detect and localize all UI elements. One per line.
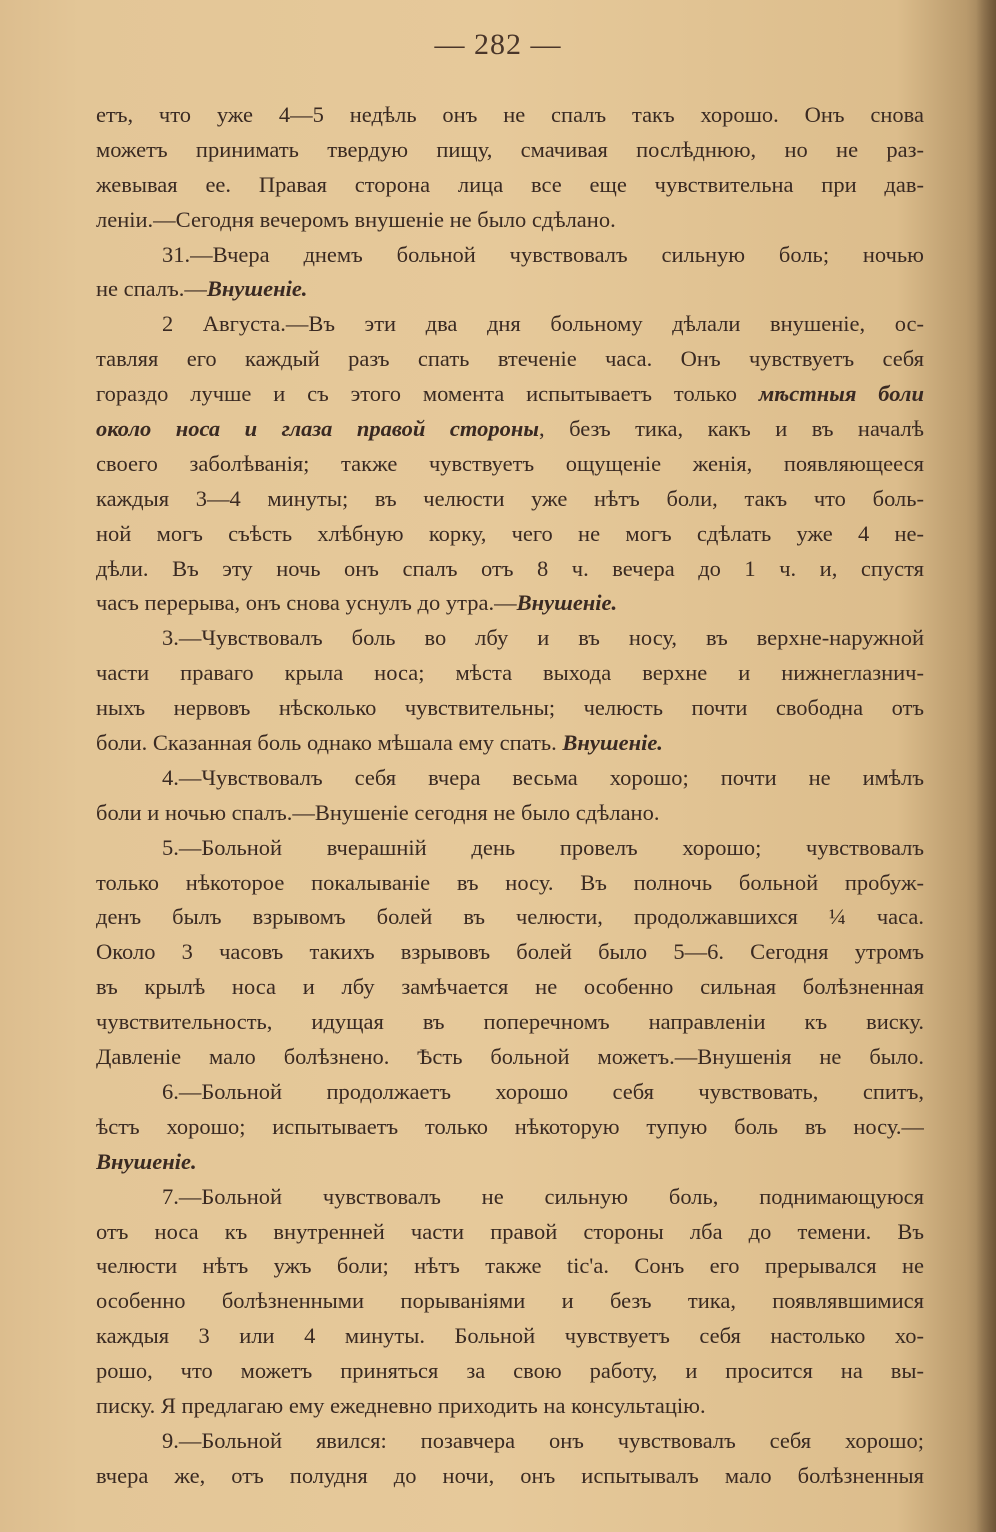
plain-text: леніи.—Сегодня вечеромъ внушеніе не было сдѣлано. <box>96 206 616 232</box>
plain-text: 7.—Больной чувствовалъ не сильную боль, поднимающуюся <box>162 1183 924 1209</box>
plain-text: етъ, что уже 4—5 недѣль онъ не спалъ такъ хорошо. Онъ снова <box>96 102 924 127</box>
plain-text: денъ былъ взрывомъ болей въ челюсти, продолжавшихся ¼ часа. <box>96 904 924 930</box>
text-line <box>96 1284 924 1319</box>
text-line <box>96 412 924 447</box>
text-line <box>96 552 924 587</box>
text-line <box>96 238 924 273</box>
text-line <box>96 726 924 761</box>
plain-text: своего заболѣванія; также чувствуетъ ощущеніе женія, появляющееся <box>96 450 924 476</box>
text-line <box>96 761 924 796</box>
italic-text: Внушеніе. <box>516 590 618 616</box>
text-line <box>96 1040 924 1075</box>
plain-text: жевывая ее. Правая сторона лица все еще чувствительна при дав- <box>96 171 924 197</box>
text-line <box>96 1319 924 1354</box>
plain-text: каждыя 3—4 минуты; въ челюсти уже нѣтъ боли, такъ что боль- <box>96 485 924 511</box>
text-line <box>96 656 924 691</box>
plain-text: писку. Я предлагаю ему ежедневно приходить на консультацію. <box>96 1392 706 1418</box>
plain-text: ныхъ нервовъ нѣсколько чувствительны; челюсть почти свободна отъ <box>96 695 924 721</box>
plain-text: 3.—Чувствовалъ боль во лбу и въ носу, въ верхне-наружной <box>162 625 924 651</box>
plain-text: Около 3 часовъ такихъ взрывовъ болей было 5—6. Сегодня утромъ <box>96 939 924 965</box>
text-line <box>96 1215 924 1250</box>
plain-text: боли и ночью спалъ.—Внушеніе сегодня не было сдѣлано. <box>96 799 660 825</box>
plain-text: части праваго крыла носа; мѣста выхода верхне и нижнеглазнич- <box>96 660 924 686</box>
text-line <box>96 1005 924 1040</box>
text-line <box>96 1389 924 1424</box>
text-line <box>96 1354 924 1389</box>
text-line <box>96 866 924 901</box>
text-line <box>96 272 924 307</box>
plain-text: въ крылѣ носа и лбу замѣчается не особенно сильная болѣзненная <box>96 974 924 1000</box>
plain-text: можетъ принимать твердую пищу, смачивая послѣднюю, но не раз- <box>96 136 924 162</box>
plain-text: часъ перерыва, онъ снова уснулъ до утра.— <box>96 590 517 616</box>
text-line <box>96 796 924 831</box>
plain-text: челюсти нѣтъ ужъ боли; нѣтъ также tic'а. Сонъ его прерывался не <box>96 1253 924 1279</box>
italic-text: Внушеніе. <box>96 1148 197 1174</box>
plain-text: чувствительность, идущая въ поперечномъ направленіи къ виску. <box>96 1009 924 1035</box>
page-edge-shadow <box>976 0 996 1532</box>
text-line <box>96 1180 924 1215</box>
text-line <box>96 586 924 621</box>
plain-text: 2 Августа.—Въ эти два дня больному дѣлали внушеніе, ос- <box>162 311 924 337</box>
plain-text: 9.—Больной явился: позавчера онъ чувствовалъ себя хорошо; <box>162 1427 924 1453</box>
text-line <box>96 447 924 482</box>
italic-text: мѣстныя боли <box>758 381 924 407</box>
text-line <box>96 342 924 377</box>
plain-text: не спалъ.— <box>96 276 207 302</box>
text-line <box>96 1459 924 1494</box>
text-line <box>96 1424 924 1459</box>
plain-text: боли. Сказанная боль однако мѣшала ему спать. <box>96 730 563 756</box>
text-line <box>96 1075 924 1110</box>
text-line <box>96 517 924 552</box>
plain-text: каждыя 3 или 4 минуты. Больной чувствуетъ себя настолько хо- <box>96 1323 924 1349</box>
plain-text: 31.—Вчера днемъ больной чувствовалъ сильную боль; ночью <box>162 241 924 267</box>
plain-text: Давленіе мало болѣзнено. Ѣсть больной можетъ.—Внушенія не было. <box>96 1044 924 1070</box>
text-line <box>96 691 924 726</box>
plain-text: 6.—Больной продолжаетъ хорошо себя чувствовать, спитъ, <box>162 1078 924 1104</box>
text-line <box>96 900 924 935</box>
text-line <box>96 970 924 1005</box>
text-line <box>96 831 924 866</box>
plain-text: рошо, что можетъ приняться за свою работу, и просится на вы- <box>96 1358 924 1384</box>
plain-text: тавляя его каждый разъ спать втеченіе часа. Онъ чувствуетъ себя <box>96 346 924 372</box>
plain-text: отъ носа къ внутренней части правой стороны лба до темени. Въ <box>96 1218 924 1244</box>
text-line <box>96 98 924 133</box>
text-line <box>96 935 924 970</box>
text-line <box>96 203 924 238</box>
body-text <box>96 98 924 1494</box>
plain-text: 4.—Чувствовалъ себя вчера весьма хорошо; почти не имѣлъ <box>162 764 924 790</box>
text-line <box>96 133 924 168</box>
plain-text: вчера же, отъ полудня до ночи, онъ испытывалъ мало болѣзненныя <box>96 1462 924 1488</box>
text-line <box>96 621 924 656</box>
plain-text: гораздо лучше и съ этого момента испытываетъ только <box>96 381 759 407</box>
italic-text: около носа и глаза правой стороны <box>96 416 539 442</box>
plain-text: ной могъ съѣсть хлѣбную корку, чего не могъ сдѣлать уже 4 не- <box>96 520 924 546</box>
text-line <box>96 377 924 412</box>
text-line <box>96 1145 924 1180</box>
text-line <box>96 307 924 342</box>
italic-text: Внушеніе. <box>562 730 663 756</box>
plain-text: дѣли. Въ эту ночь онъ спалъ отъ 8 ч. вечера до 1 ч. и, спустя <box>96 555 924 581</box>
page-number: — 282 — <box>434 28 562 61</box>
text-line <box>96 482 924 517</box>
text-line <box>96 1110 924 1145</box>
text-line <box>96 1249 924 1284</box>
italic-text: Внушеніе. <box>206 276 308 302</box>
text-line <box>96 168 924 203</box>
plain-text: ѣстъ хорошо; испытываетъ только нѣкоторую тупую боль въ носу.— <box>96 1113 924 1139</box>
plain-text: 5.—Больной вчерашній день провелъ хорошо; чувствовалъ <box>162 834 924 860</box>
plain-text: , безъ тика, какъ и въ началѣ <box>538 416 924 442</box>
plain-text: только нѣкоторое покалываніе въ носу. Въ полночь больной пробуж- <box>96 869 924 895</box>
plain-text: особенно болѣзненными порываніями и безъ тика, появлявшимися <box>96 1288 924 1314</box>
